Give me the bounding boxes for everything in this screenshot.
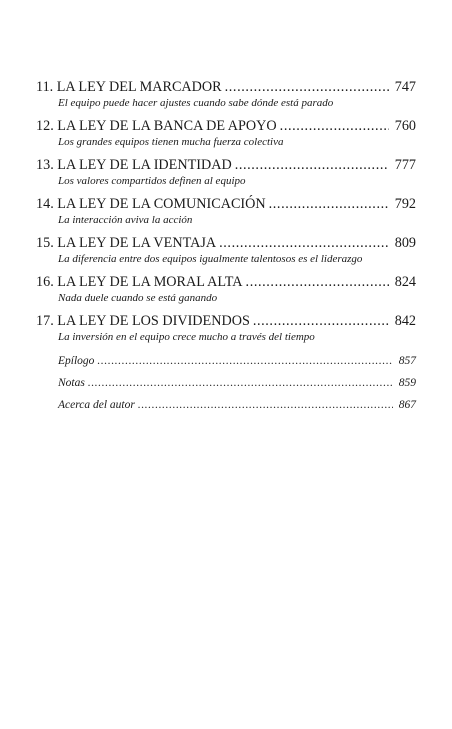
chapter-title: 17. LA LEY DE LOS DIVIDENDOS xyxy=(36,313,250,329)
toc-entry xyxy=(36,117,416,150)
page-number: 824 xyxy=(394,274,416,290)
page-number: 747 xyxy=(394,79,416,95)
chapter-subtitle: La inversión en el equipo crece mucho a través del tiempo xyxy=(58,331,315,343)
dot-leader xyxy=(280,117,389,135)
chapter-subtitle: Nada duele cuando se está ganando xyxy=(58,292,218,304)
dot-leader xyxy=(246,273,389,291)
dot-leader xyxy=(269,195,389,213)
dot-leader xyxy=(138,397,393,414)
dot-leader xyxy=(97,353,392,370)
page-number: 792 xyxy=(394,196,416,212)
page-number: 857 xyxy=(398,355,416,367)
page-number: 842 xyxy=(394,313,416,329)
table-of-contents xyxy=(36,78,416,419)
section-title: Acerca del autor xyxy=(58,399,135,411)
chapter-title: 16. LA LEY DE LA MORAL ALTA xyxy=(36,274,243,290)
dot-leader xyxy=(235,156,389,174)
chapter-subtitle: Los grandes equipos tienen mucha fuerza colectiva xyxy=(58,136,284,148)
dot-leader xyxy=(88,375,393,392)
dot-leader xyxy=(253,312,389,330)
dot-leader xyxy=(225,78,389,96)
dot-leader xyxy=(219,234,389,252)
toc-entry xyxy=(36,195,416,228)
chapter-title: 11. LA LEY DEL MARCADOR xyxy=(36,79,222,95)
page-number: 859 xyxy=(398,377,416,389)
chapter-subtitle: La interacción aviva la acción xyxy=(58,214,193,226)
chapter-subtitle: El equipo puede hacer ajustes cuando sabe dónde está parado xyxy=(58,97,334,109)
page-number: 777 xyxy=(394,157,416,173)
toc-entry xyxy=(36,78,416,111)
toc-entry-notes xyxy=(36,375,416,392)
chapter-title: 14. LA LEY DE LA COMUNICACIÓN xyxy=(36,196,266,212)
chapter-subtitle: La diferencia entre dos equipos igualmente talentosos es el liderazgo xyxy=(58,253,363,265)
toc-entry xyxy=(36,273,416,306)
chapter-title: 15. LA LEY DE LA VENTAJA xyxy=(36,235,217,251)
page-number: 760 xyxy=(394,118,416,134)
section-title: Epílogo xyxy=(58,355,95,367)
chapter-title: 13. LA LEY DE LA IDENTIDAD xyxy=(36,157,232,173)
section-title: Notas xyxy=(58,377,85,389)
toc-entry xyxy=(36,234,416,267)
back-matter xyxy=(36,353,416,414)
chapter-title: 12. LA LEY DE LA BANCA DE APOYO xyxy=(36,118,277,134)
toc-entry-epilogue xyxy=(36,353,416,370)
page-number: 867 xyxy=(398,399,416,411)
chapter-subtitle: Los valores compartidos definen al equipo xyxy=(58,175,246,187)
page-number: 809 xyxy=(394,235,416,251)
toc-entry xyxy=(36,156,416,189)
toc-entry xyxy=(36,312,416,345)
toc-entry-about-author xyxy=(36,397,416,414)
